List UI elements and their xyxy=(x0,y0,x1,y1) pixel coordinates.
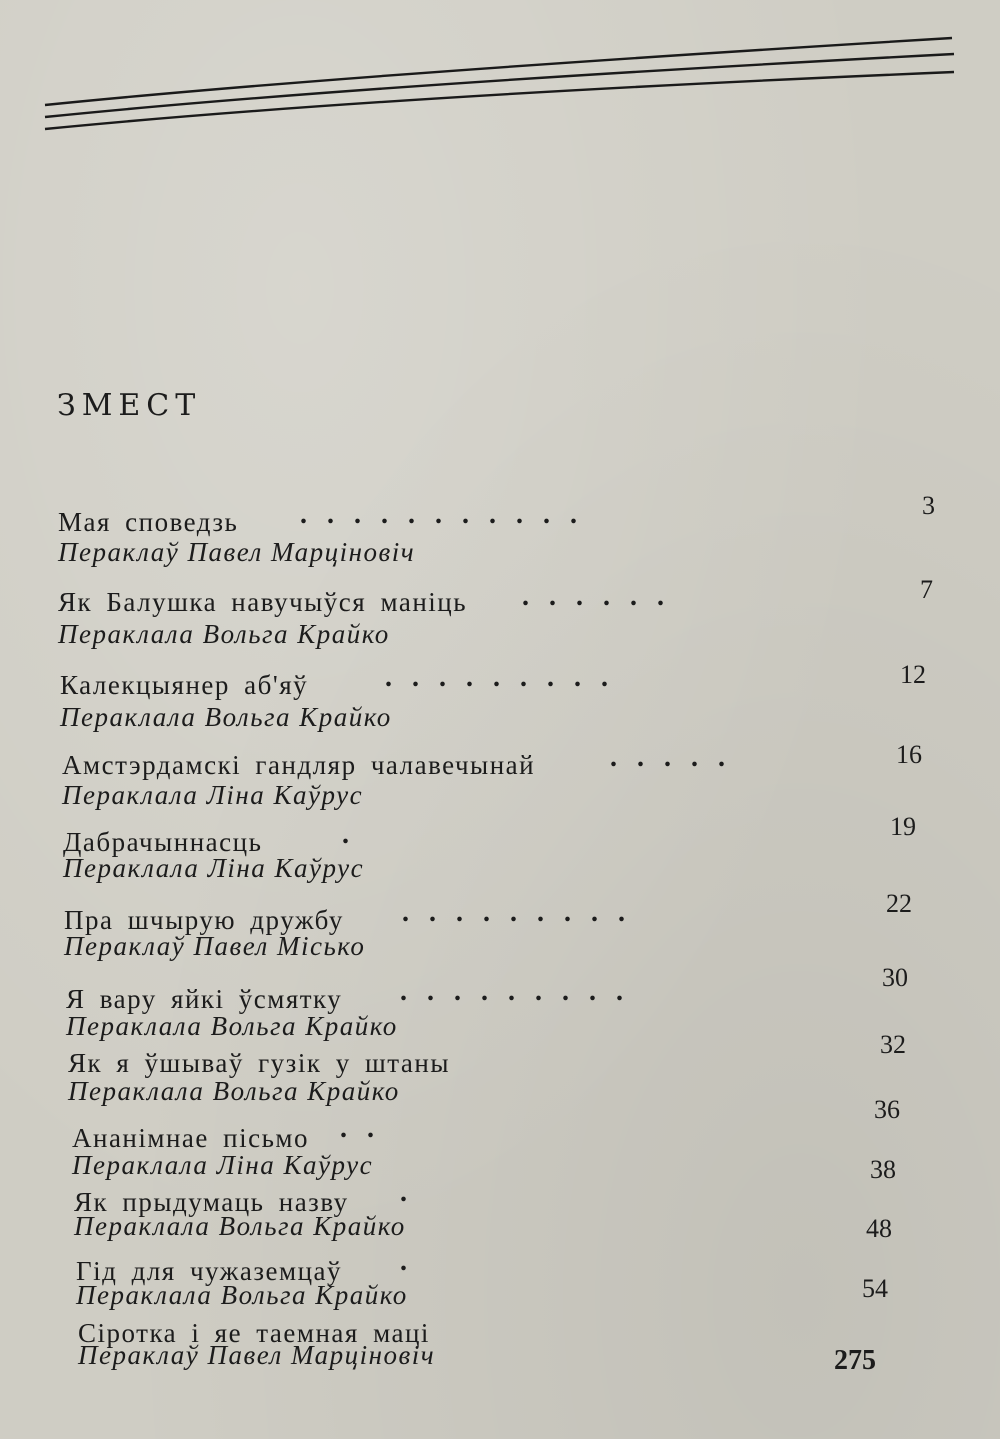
toc-entry-leader: ..... xyxy=(610,742,745,773)
toc-entry-leader: ........... xyxy=(300,499,597,530)
toc-entry xyxy=(0,1214,1000,1326)
decorative-rule-ornament xyxy=(40,30,970,140)
toc-entry-page: 36 xyxy=(874,1095,900,1124)
toc-entry-translator: Пераклаў Павел Місько xyxy=(64,931,366,961)
toc-entry-page: 16 xyxy=(896,740,922,769)
toc-entry xyxy=(0,963,1000,1054)
toc-entry-translator: Пераклала Вольга Крайко xyxy=(74,1211,406,1241)
toc-entry-translator: Пераклала Ліна Каўрус xyxy=(63,853,365,883)
toc-heading: ЗМЕСТ xyxy=(57,388,202,423)
toc-entry-leader: ......... xyxy=(400,976,643,1007)
toc-entry-title: Пра шчырую дружбу xyxy=(64,905,344,935)
toc-entry-translator: Пераклала Ліна Каўрус xyxy=(72,1150,374,1180)
toc-entry-translator: Пераклала Вольга Крайко xyxy=(68,1076,400,1106)
toc-entry-title: Гід для чужаземцаў xyxy=(76,1256,343,1286)
toc-entry-page: 3 xyxy=(922,491,935,520)
toc-entry-translator: Пераклала Ліна Каўрус xyxy=(62,780,364,810)
toc-entry-page: 30 xyxy=(882,963,908,992)
toc-entry xyxy=(0,889,1000,975)
toc-entry-page: 38 xyxy=(870,1155,896,1184)
toc-entry-title: Калекцыянер аб'яў xyxy=(60,670,309,700)
toc-entry-title: Як прыдумаць назву xyxy=(74,1187,349,1217)
toc-entry xyxy=(0,1095,1000,1193)
toc-entry-page: 19 xyxy=(890,812,916,841)
toc-entry-page: 22 xyxy=(886,889,912,918)
toc-entry-page: 12 xyxy=(900,660,926,689)
toc-entry-translator: Пераклаў Павел Марціновіч xyxy=(58,537,416,567)
toc-entry xyxy=(0,740,1000,820)
toc-entry-translator: Пераклала Вольга Крайко xyxy=(66,1011,398,1041)
toc-entry-page: 7 xyxy=(920,575,933,604)
toc-entry-translator: Пераклала Вольга Крайко xyxy=(58,619,390,649)
toc-entry-leader: ......... xyxy=(402,897,645,928)
toc-entry xyxy=(0,812,1000,897)
toc-entry-leader: . xyxy=(400,1246,427,1277)
toc-entry-leader: ...... xyxy=(522,581,684,612)
toc-entry-page: 54 xyxy=(862,1274,888,1303)
toc-entry xyxy=(0,491,1000,575)
toc-entry-title: Я вару яйкі ўсмятку xyxy=(66,984,343,1014)
toc-entry-title: Амстэрдамскі гандляр чалавечынай xyxy=(62,750,536,780)
toc-entry-translator: Пераклаў Павел Марціновіч xyxy=(78,1340,436,1370)
toc-entry-page: 48 xyxy=(866,1214,892,1243)
toc-entry-title: Як я ўшываў гузік у штаны xyxy=(68,1048,450,1078)
toc-entry-leader: . xyxy=(342,819,369,850)
toc-entry-title: Як Балушка навучыўся маніць xyxy=(58,587,468,617)
toc-entry-leader: . xyxy=(400,1177,427,1208)
page-number: 275 xyxy=(834,1345,876,1376)
toc-entry-leader: ......... xyxy=(385,662,628,693)
toc-entry-translator: Пераклала Вольга Крайко xyxy=(76,1280,408,1310)
toc-entry-title: Мая споведзь xyxy=(58,507,239,537)
toc-entry-page: 32 xyxy=(880,1030,906,1059)
toc-entry xyxy=(0,575,1000,657)
toc-entry-leader: .. xyxy=(340,1113,394,1144)
toc-entry-title: Ананімнае пісьмо xyxy=(72,1123,309,1153)
toc-entry xyxy=(0,660,1000,740)
toc-entry-translator: Пераклала Вольга Крайко xyxy=(60,702,392,732)
toc-entry-title: Дабрачыннасць xyxy=(63,827,263,857)
toc-entry-title: Сіротка і яе таемная маці xyxy=(78,1318,430,1348)
toc-entry xyxy=(0,1030,1000,1118)
